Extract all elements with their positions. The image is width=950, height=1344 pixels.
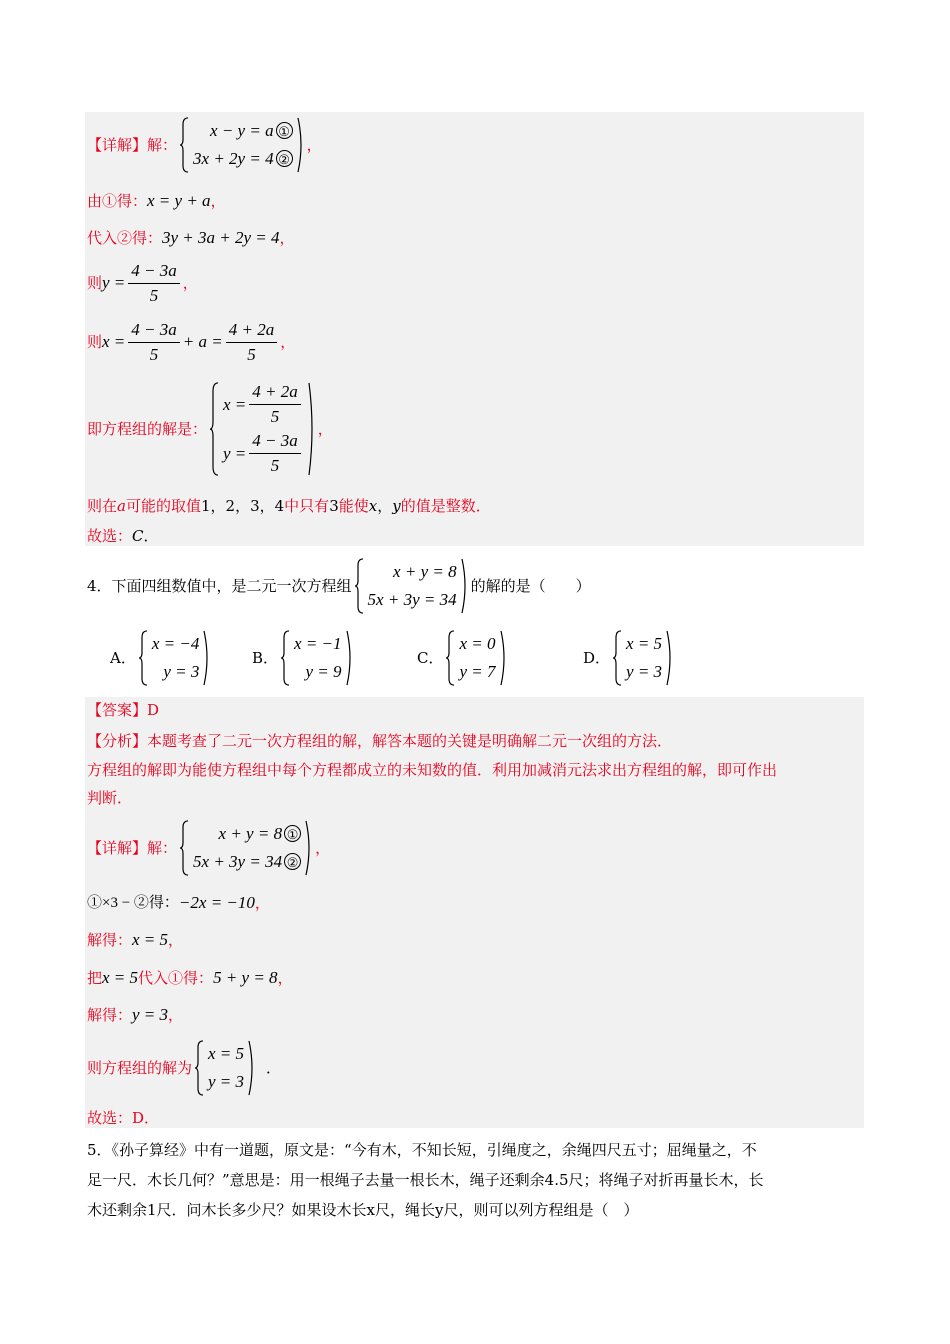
q3-step6: 则在 a 可能的取值 1，2，3，4 中只有 3 能使 x ， y 的值是整数． bbox=[87, 497, 491, 515]
q3-step3: 则 y = $\frac{4 - 3a}{5}$ ， bbox=[87, 260, 198, 305]
mark-2: ② bbox=[276, 150, 293, 167]
q4-step5: 则方程组的解为 x = 5 y = 3 ． bbox=[87, 1038, 281, 1098]
q5-line-1: 5．《孙子算经》中有一道题，原文是：“今有木，不知长短，引绳度之，余绳四尺五寸；屈绳量之，不 bbox=[87, 1141, 757, 1159]
equation-system bbox=[179, 117, 305, 173]
fraction: $\frac{4 + 2a}{5}$ bbox=[226, 320, 277, 365]
step-lhs: x = bbox=[102, 332, 126, 351]
q3-step4: 则 x = $\frac{4 - 3a}{5}$ + a = $\frac{4 + 2a}{5}$ ， bbox=[87, 319, 296, 364]
q3-answer: 故选： C ． bbox=[87, 527, 159, 545]
analysis-line: 【分析】 本题考查了二元一次方程组的解，解答本题的关键是明确解二元一次组的方法． bbox=[87, 732, 673, 750]
q3-step1: 由①得： x = y + a ， bbox=[87, 191, 226, 210]
q3-step5: 即方程组的解是： x = $\frac{4 + 2a}{5}$ y = $\frac{4 - 3a}{5}$ ， bbox=[87, 382, 333, 475]
answer-line: 【答案】D bbox=[87, 701, 160, 719]
q5-line-2: 足一尺．木长几何？”意思是：用一根绳子去量一根长木，绳子还剩余4.5尺；将绳子对折再量长木，长 bbox=[87, 1171, 764, 1189]
equation-2: 3x + 2y = 4 bbox=[193, 149, 274, 168]
step-math: 3y + 3a + 2y = 4 bbox=[162, 228, 280, 247]
analysis-line-2: 方程组的解即为能使方程组中每个方程都成立的未知数的值．利用加减消元法求出方程组的解，即可作出 bbox=[87, 761, 778, 779]
equation-system: x + y = 8 5x + 3y = 34 bbox=[354, 558, 469, 614]
question-text: 4．下面四组数值中，是二元一次方程组 bbox=[87, 577, 352, 595]
question-text-end: 的解的是（ ） bbox=[470, 577, 591, 595]
q4-step2: 解得： x = 5 ， bbox=[87, 930, 184, 949]
step-label: 代入②得： bbox=[87, 229, 163, 247]
q4-step3: 把 x = 5 代入①得： 5 + y = 8 ， bbox=[87, 968, 293, 987]
step-mid: + a = bbox=[182, 332, 223, 351]
step-label: 则 bbox=[87, 333, 103, 351]
step-label: 由①得： bbox=[87, 192, 148, 210]
analysis-line-3: 判断． bbox=[87, 789, 133, 807]
solution-system: x = $\frac{4 + 2a}{5}$ y = $\frac{4 - 3a}{5}$ bbox=[209, 382, 316, 476]
q4-detail-line: 【详解】 解： x + y = 8 ① 5x + 3y = 34 ② ， bbox=[87, 818, 330, 878]
fraction: $\frac{4 - 3a}{5}$ bbox=[128, 320, 179, 365]
step-label: 即方程组的解是： bbox=[87, 420, 208, 438]
option-b[interactable]: B． x = −1 y = 9 bbox=[252, 628, 356, 688]
jie-label: 解： bbox=[147, 136, 178, 154]
step-math: x = y + a bbox=[147, 191, 211, 210]
mark-1: ① bbox=[276, 122, 293, 139]
q3-step2: 代入②得： 3y + 3a + 2y = 4 ， bbox=[87, 228, 295, 247]
equation-1: x − y = a bbox=[210, 121, 274, 140]
option-d[interactable]: D． x = 5 y = 3 bbox=[583, 628, 676, 688]
step-lhs: y = bbox=[102, 273, 126, 292]
q4-step4: 解得： y = 3 ， bbox=[87, 1005, 184, 1024]
comma: ， bbox=[306, 136, 322, 154]
q3-detail-line bbox=[87, 116, 322, 174]
option-c[interactable]: C． x = 0 y = 7 bbox=[417, 628, 510, 688]
q4-final: 故选：D． bbox=[87, 1109, 160, 1127]
q5-text bbox=[87, 1135, 862, 1225]
detail-tag: 【详解】 bbox=[87, 136, 148, 154]
step-label: 则 bbox=[87, 274, 103, 292]
option-a[interactable]: A． x = −4 y = 3 bbox=[110, 628, 213, 688]
q4-stem bbox=[87, 556, 591, 616]
q4-step1: ①×3 − ②得： −2x = −10 ， bbox=[87, 893, 270, 912]
fraction: $\frac{4 - 3a}{5}$ bbox=[128, 261, 179, 306]
q5-line-3: 木还剩余1尺．问木长多少尺？如果设木长x尺，绳长y尺，则可以列方程组是（ ） bbox=[87, 1201, 639, 1219]
